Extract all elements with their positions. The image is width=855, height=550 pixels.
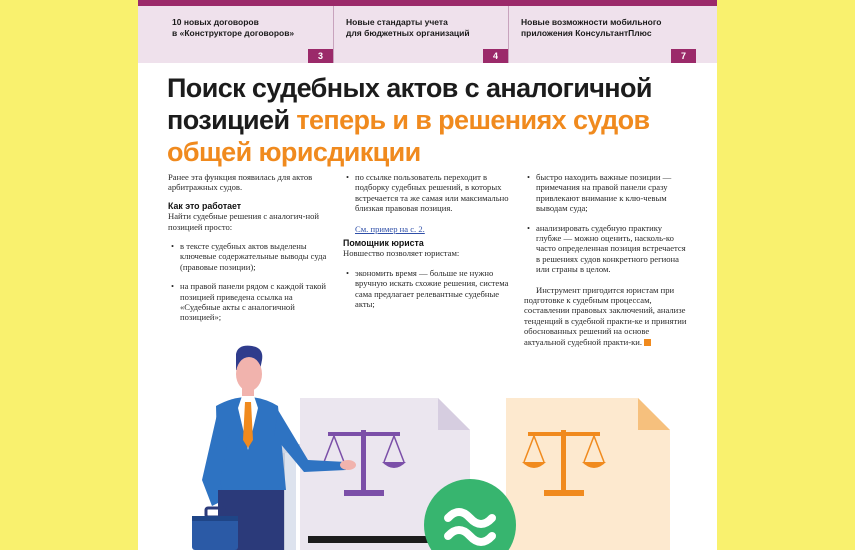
title-line1: Поиск судебных актов с аналогичной (167, 73, 652, 103)
court-documents-illustration (138, 340, 717, 550)
nav-page-number: 4 (483, 49, 508, 63)
closing-text: Инструмент пригодится юристам при подготовке к судебным процессам, составлении правовых заключений, анализе тенденций в судебной практи-ке и принятии обоснованных решений на основе актуальной судебной практи-ки. (524, 284, 687, 347)
column-1 (168, 172, 328, 323)
section-heading: Как это работает (168, 200, 242, 211)
article-title (167, 72, 687, 168)
nav-item-standards[interactable] (334, 6, 508, 63)
title-line3: общей юрисдикции (167, 137, 421, 167)
bullet-item: • быстро находить важные позиции — примечания на правой панели сразу привлекают внимание к клю-чевым выводам суда; (524, 172, 689, 214)
nav-item-contracts[interactable] (138, 6, 333, 63)
nav-item-mobile[interactable] (509, 6, 696, 63)
contents-nav (138, 6, 717, 63)
intro-text: Ранее эта функция появилась для актов арбитражных судов. (168, 172, 313, 193)
closing-paragraph (524, 285, 689, 347)
column-2 (343, 172, 511, 309)
body-text: Найти судебные решения с аналогич-ной позицией просто: (168, 211, 319, 232)
nav-item-title: Новые стандарты учета для бюджетных организаций (346, 17, 470, 38)
bullet-item: • по ссылке пользователь переходит в подборку судебных решений, в которых встречается та же самая или максимально близкая правовая позиция. (343, 172, 511, 214)
nav-page-number: 7 (671, 49, 696, 63)
document-icon (506, 398, 670, 550)
nav-item-title: 10 новых договоров в «Конструкторе договоров» (172, 17, 295, 38)
bullet-item: • в тексте судебных актов выделены ключевые содержательные выводы суда (правовые позиции); (168, 241, 328, 272)
bullet-item: • экономить время — больше не нужно вручную искать схожие решения, система сама предлагает релевантные судебные акты; (343, 268, 511, 310)
column-3 (524, 172, 689, 347)
title-line2-dark: позицией (167, 105, 290, 135)
body-text: Новшество позволяет юристам: (343, 248, 460, 259)
title-line2-orange: теперь и в решениях судов (296, 105, 650, 135)
example-link[interactable]: См. пример на с. 2. (355, 223, 425, 234)
magazine-page (138, 0, 717, 550)
nav-page-number: 3 (308, 49, 333, 63)
bullet-item: • на правой панели рядом с каждой такой позицией приведена ссылка на «Судебные акты с аналогичной позицией»; (168, 281, 328, 323)
bullet-item: • анализировать судебную практику глубже — можно оценить, насколь-ко часто определенная позиция встречается в решениях судов конкретного региона или страны в целом. (524, 223, 689, 275)
nav-item-title: Новые возможности мобильного приложения КонсультантПлюс (521, 17, 662, 38)
section-heading: Помощник юриста (343, 238, 424, 249)
